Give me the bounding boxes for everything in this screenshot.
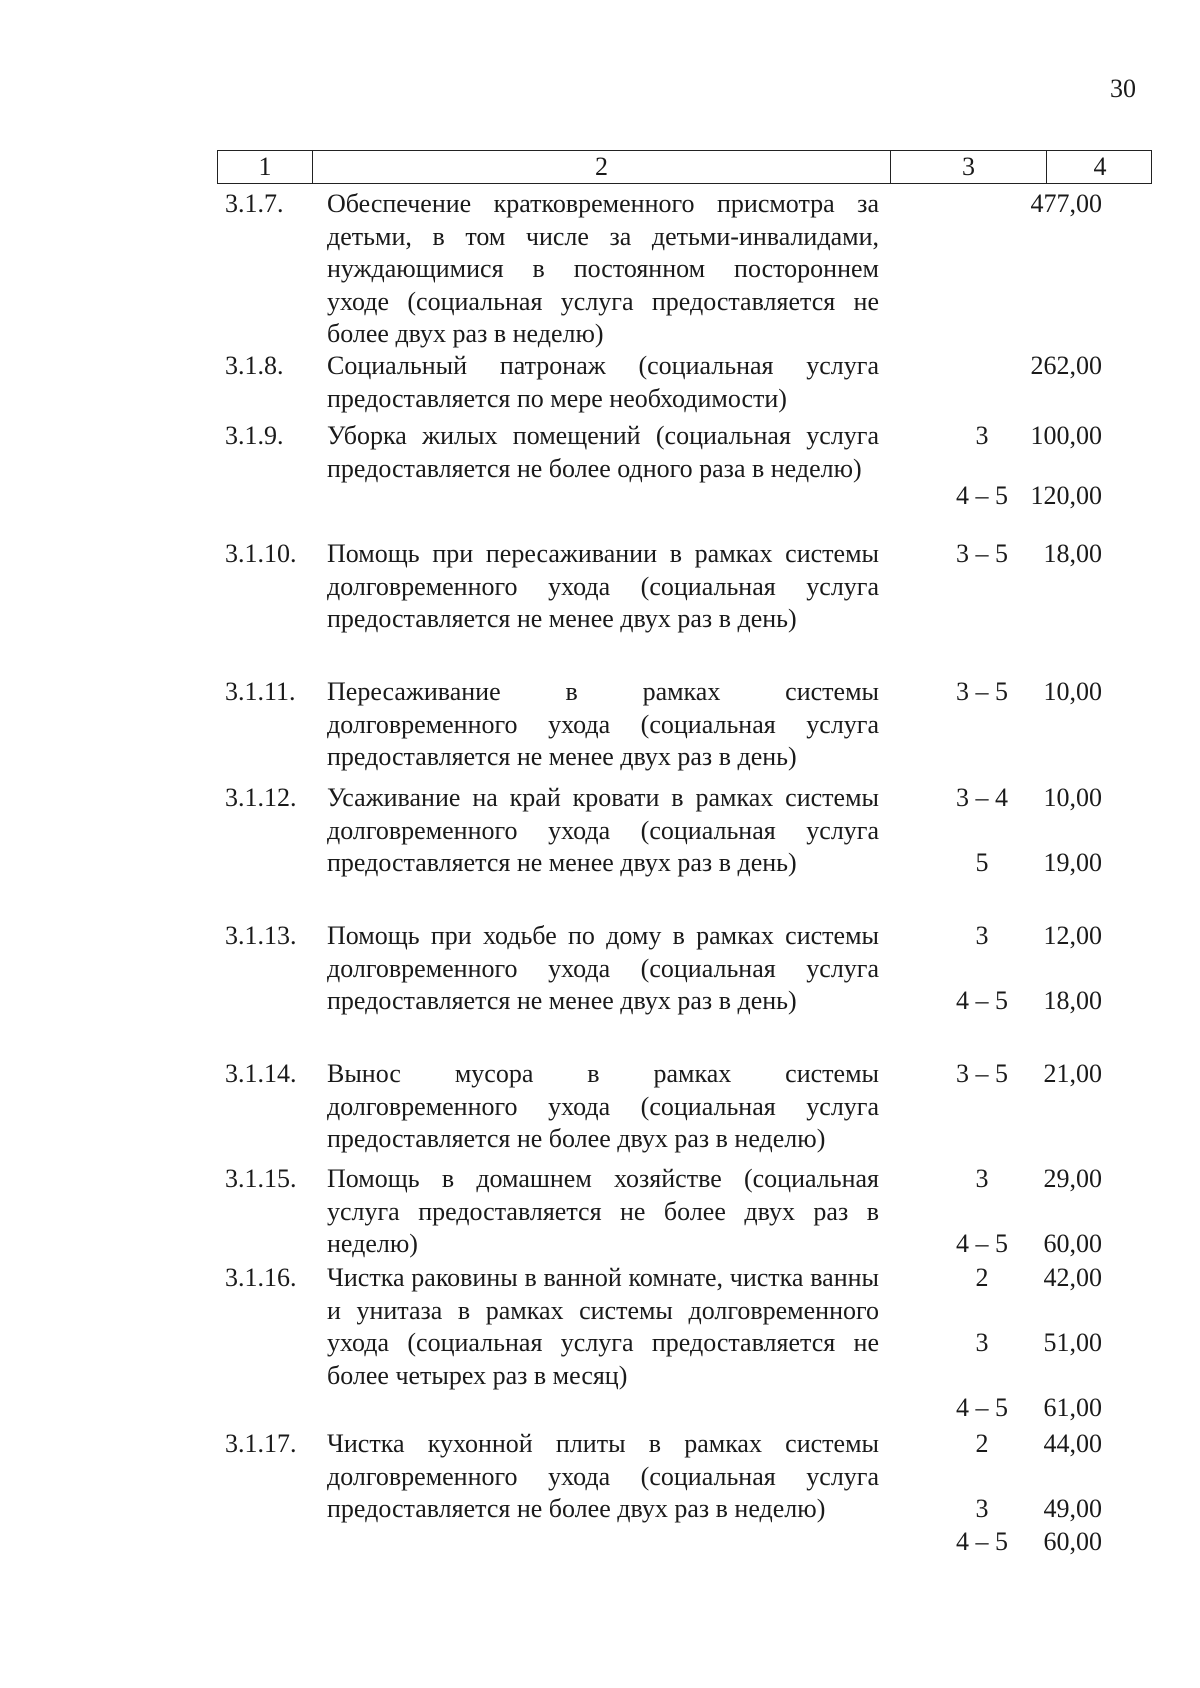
tier-category: 3 <box>975 1164 989 1193</box>
tier <box>917 1392 1117 1424</box>
tier <box>917 1428 1117 1460</box>
tier-category: 3 – 5 <box>956 539 1008 568</box>
row-number: 3.1.10. <box>225 539 297 568</box>
tier <box>917 188 1117 220</box>
tier-price: 12,00 <box>1043 921 1102 950</box>
row-number: 3.1.14. <box>225 1059 297 1088</box>
tier <box>917 920 1117 952</box>
tier-price: 18,00 <box>1043 986 1102 1015</box>
tier <box>917 1493 1117 1525</box>
tier-price: 61,00 <box>1043 1393 1102 1422</box>
tier-price: 100,00 <box>1030 421 1102 450</box>
tier-category: 4 – 5 <box>956 1229 1008 1258</box>
tier-category: 3 <box>975 921 989 950</box>
tier <box>917 1058 1117 1090</box>
tier-category: 3 – 5 <box>956 677 1008 706</box>
tier <box>917 1327 1117 1359</box>
tier-category: 2 <box>975 1263 989 1292</box>
row-number: 3.1.11. <box>225 677 296 706</box>
tier-category: 4 – 5 <box>956 1527 1008 1556</box>
tier <box>917 782 1117 814</box>
row-number: 3.1.7. <box>225 189 284 218</box>
tier-price: 21,00 <box>1043 1059 1102 1088</box>
row-description: Социальный патронаж (социальная услуга предоставляется по мере необходимости) <box>327 351 879 413</box>
tier <box>917 1163 1117 1195</box>
tier-price: 18,00 <box>1043 539 1102 568</box>
row-description: Помощь при пересаживании в рамках системы долговременного ухода (социальная услуга предоставляется не менее двух раз в день) <box>327 539 879 633</box>
tier <box>917 538 1117 570</box>
row-number: 3.1.15. <box>225 1164 297 1193</box>
tier <box>917 420 1117 452</box>
row-number: 3.1.16. <box>225 1263 297 1292</box>
tier-category: 4 – 5 <box>956 1393 1008 1422</box>
tier-price: 44,00 <box>1043 1429 1102 1458</box>
tier-price: 262,00 <box>1030 351 1102 380</box>
row-description: Усаживание на край кровати в рамках системы долговременного ухода (социальная услуга предоставляется не менее двух раз в день) <box>327 783 879 877</box>
row-description: Помощь в домашнем хозяйстве (социальная услуга предоставляется не более двух раз в неделю) <box>327 1164 879 1258</box>
tier-category: 3 <box>975 1494 989 1523</box>
tier-price: 42,00 <box>1043 1263 1102 1292</box>
header-col-1: 1 <box>218 151 313 183</box>
row-description: Чистка кухонной плиты в рамках системы долговременного ухода (социальная услуга предоставляется не более двух раз в неделю) <box>327 1429 879 1523</box>
row-description: Обеспечение кратковременного присмотра за детьми, в том числе за детьми-инвалидами, нуждающимися в постоянном постороннем уходе (социальная услуга предоставляется не более двух раз в неделю) <box>327 189 879 348</box>
tier-price: 51,00 <box>1043 1328 1102 1357</box>
row-number: 3.1.13. <box>225 921 297 950</box>
tier-price: 10,00 <box>1043 783 1102 812</box>
tier <box>917 1526 1117 1558</box>
tier-price: 477,00 <box>1030 189 1102 218</box>
table-header <box>217 150 1152 184</box>
row-description: Помощь при ходьбе по дому в рамках системы долговременного ухода (социальная услуга предоставляется не менее двух раз в день) <box>327 921 879 1015</box>
tier-price: 60,00 <box>1043 1527 1102 1556</box>
row-description: Уборка жилых помещений (социальная услуга предоставляется не более одного раза в неделю) <box>327 421 879 483</box>
tier-category: 3 – 4 <box>956 783 1008 812</box>
row-number: 3.1.12. <box>225 783 297 812</box>
header-col-3: 3 <box>891 151 1047 183</box>
tier <box>917 350 1117 382</box>
row-number: 3.1.17. <box>225 1429 297 1458</box>
tier-price: 49,00 <box>1043 1494 1102 1523</box>
tier <box>917 1262 1117 1294</box>
tier-category: 4 – 5 <box>956 481 1008 510</box>
header-col-2: 2 <box>313 151 891 183</box>
tier-category: 3 <box>975 1328 989 1357</box>
tier-category: 2 <box>975 1429 989 1458</box>
page-number: 30 <box>1110 74 1136 103</box>
tier-price: 120,00 <box>1030 481 1102 510</box>
tier-price: 19,00 <box>1043 848 1102 877</box>
row-number: 3.1.9. <box>225 421 284 450</box>
row-description: Вынос мусора в рамках системы долговременного ухода (социальная услуга предоставляется не более двух раз в неделю) <box>327 1059 879 1153</box>
tier-price: 10,00 <box>1043 677 1102 706</box>
row-description: Пересаживание в рамках системы долговременного ухода (социальная услуга предоставляется не менее двух раз в день) <box>327 677 879 771</box>
tier-category: 4 – 5 <box>956 986 1008 1015</box>
row-number: 3.1.8. <box>225 351 284 380</box>
tier <box>917 676 1117 708</box>
header-col-4: 4 <box>1093 152 1107 181</box>
tier-price: 60,00 <box>1043 1229 1102 1258</box>
tier <box>917 480 1117 512</box>
row-description: Чистка раковины в ванной комнате, чистка ванны и унитаза в рамках системы долговременного ухода (социальная услуга предоставляется не более четырех раз в месяц) <box>327 1263 879 1390</box>
tier-price: 29,00 <box>1043 1164 1102 1193</box>
tier-category: 3 <box>975 421 989 450</box>
tier-category: 5 <box>975 848 989 877</box>
tier <box>917 847 1117 879</box>
tier <box>917 1228 1117 1260</box>
tier <box>917 985 1117 1017</box>
tier-category: 3 – 5 <box>956 1059 1008 1088</box>
